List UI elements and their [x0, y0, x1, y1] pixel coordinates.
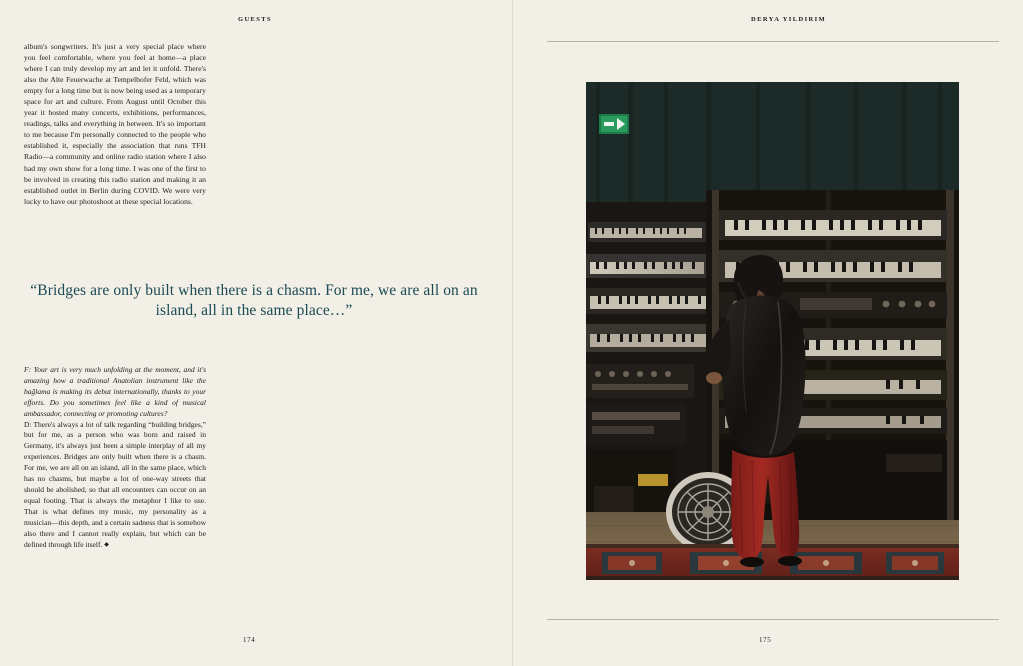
answer-label: D: — [24, 419, 32, 429]
running-head-left: GUESTS — [238, 16, 273, 23]
folio-left: 174 — [243, 636, 256, 644]
running-head-right: DERYA YILDIRIM — [751, 16, 827, 23]
folio-right: 175 — [759, 636, 772, 644]
question-text: Your art is very much unfolding at the moment, and it's amazing how a traditional Anatolian instrument like the bağlama is making its debut internationally, thanks to your efforts. Do you sometimes feel like a kind of musical ambassador, connecting or promoting cultures? — [24, 365, 206, 418]
photograph — [586, 82, 959, 580]
interview-question — [24, 365, 206, 420]
pull-quote: “Bridges are only built when there is a chasm. For me, we are all on an island, all in the same place…” — [30, 282, 478, 319]
rule-bottom — [547, 619, 999, 620]
end-mark-icon: ◆ — [104, 541, 109, 548]
question-label: F: — [24, 365, 32, 374]
interview-answer — [24, 420, 206, 551]
rule-top — [547, 41, 999, 42]
exit-sign — [599, 114, 629, 134]
right-page — [512, 0, 1023, 666]
body-paragraph: album's songwriters. It's just a very special place where you feel comfortable, where you feel at home—a place where I can truly develop my art and let it unfold. There's also the Alte Feuerwache at Tempelhofer Feld, which was empty for a long time but is now being used as a temporary space for art and culture. From August until October this year it hosted many concerts, exhibitions, performances, readings, talks and everything in between. It's so important to me because I'm personally connected to the people who established it, especially the association that runs TFH Radio—a community and online radio station where I also had my own show for a long time. I was one of the first to be involved in creating this radio station and making it an established outlet in Berlin during COVID. We were very lucky to have our photoshoot at these special locations. — [24, 42, 206, 206]
interview-block — [24, 365, 206, 550]
rug — [586, 544, 959, 580]
answer-text: There's always a lot of talk regarding “building bridges,” but for me, as a person who was born and raised in Germany, it's always just been a simple interplay of all my experiences. Bridges are only built when there is a chasm. For me, we are all on an island, all in the same place, which has no chasms, but maybe a lot of one-way streets that should be abolished, so that all encounters can occur on an equal footing. That is always the metaphor I like to use. That is what defines my music, my personality as a musician—this depth, and a certain sadness that is somehow also there and I cannot really explain, but which can be defined through life itself. — [24, 419, 206, 549]
